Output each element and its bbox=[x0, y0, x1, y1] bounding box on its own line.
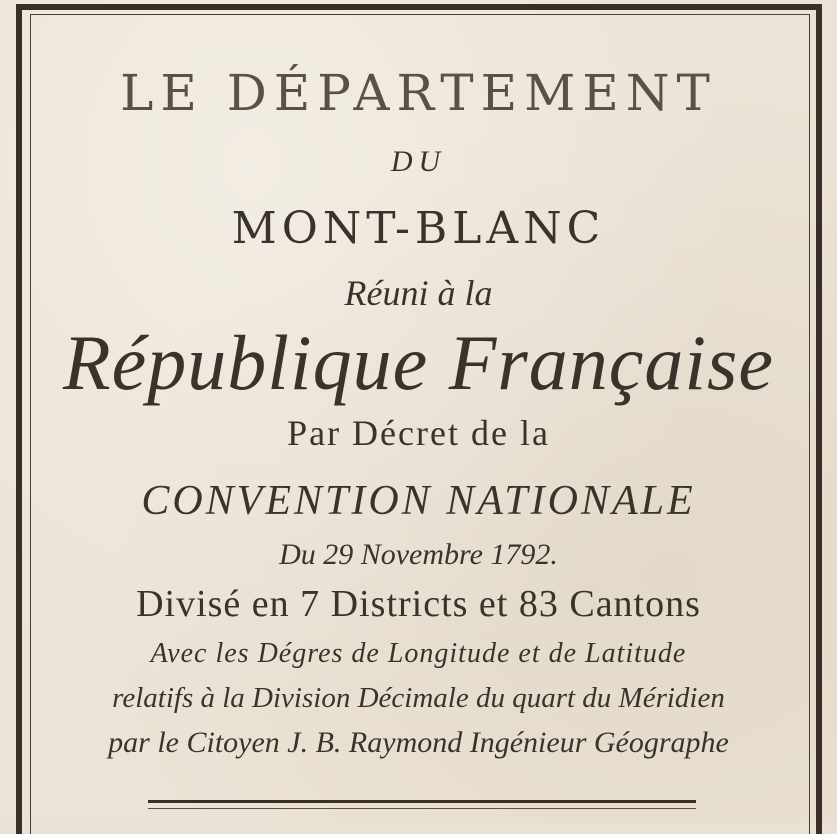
title-par-decret: Par Décret de la bbox=[287, 413, 550, 453]
title-relatifs: relatifs à la Division Décimale du quart du Méridien bbox=[112, 682, 725, 714]
title-republique: République Française bbox=[63, 319, 774, 406]
title-du: DU bbox=[390, 145, 447, 178]
title-divisions: Divisé en 7 Districts et 83 Cantons bbox=[136, 583, 701, 625]
title-reuni: Réuni à la bbox=[344, 273, 493, 313]
title-date: Du 29 Novembre 1792. bbox=[279, 538, 558, 571]
divider-rule-thick bbox=[148, 800, 696, 803]
title-mont-blanc: MONT-BLANC bbox=[231, 203, 606, 254]
title-degres: Avec les Dégres de Longitude et de Latitude bbox=[150, 638, 687, 669]
title-author: par le Citoyen J. B. Raymond Ingénieur Géographe bbox=[108, 726, 729, 759]
title-departement: LE DÉPARTEMENT bbox=[120, 64, 717, 122]
divider-rule-thin bbox=[148, 808, 696, 809]
title-convention: CONVENTION NATIONALE bbox=[141, 478, 696, 524]
